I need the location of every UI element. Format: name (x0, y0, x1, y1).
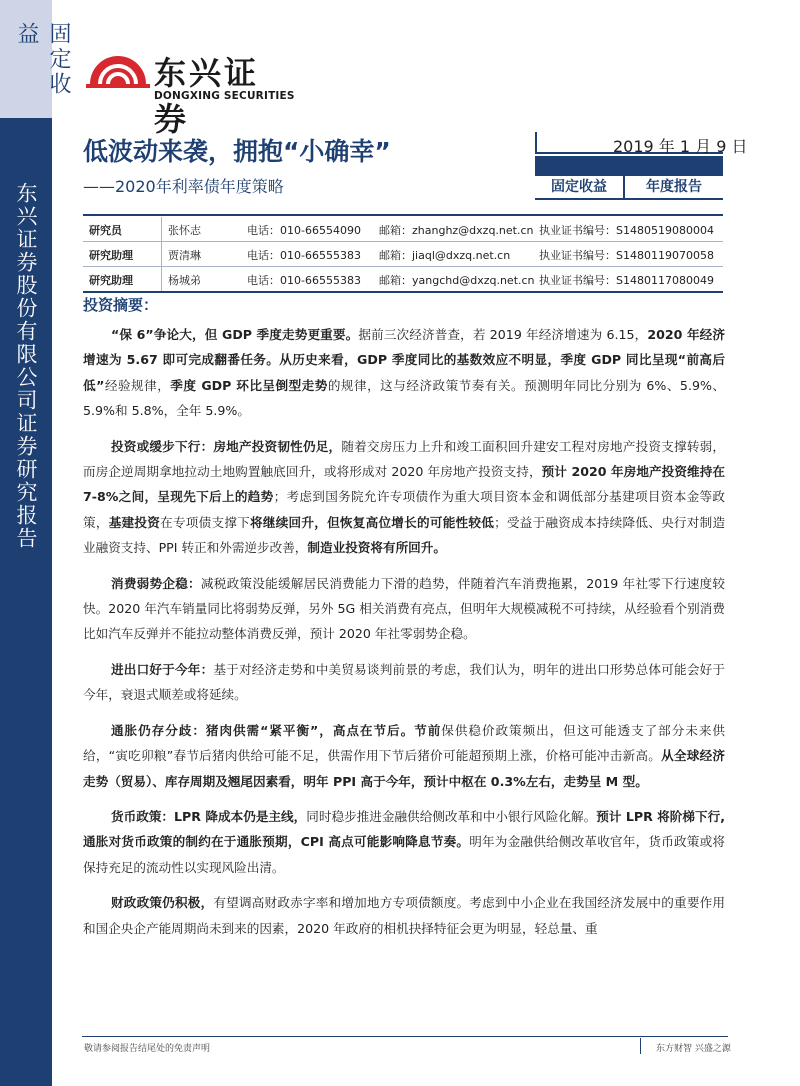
analyst-email: 邮箱：jiaql@dxzq.net.cn (379, 249, 511, 262)
summary-paragraph (83, 718, 725, 794)
footer-rule (82, 1036, 728, 1037)
sidebar-category-block (0, 0, 71, 118)
text-run: 据前三次经济普查，若 2019 年经济增速为 6.15， (358, 327, 648, 342)
tag-report-type: 年度报告 (646, 179, 702, 195)
text-run: 的规律，这与经济政策节奏有关。预测明年同比分别为 6%、5.9%、5.9%和 5.8%，全年 5.9%。 (83, 377, 726, 419)
date-corner-mark (535, 132, 537, 154)
bold-text-run: 进出口好于今年： (111, 661, 214, 677)
sidebar (0, 0, 71, 1086)
analyst-role: 研究助理 (89, 249, 133, 262)
bold-text-run: “保 6”争论大，但 GDP 季度走势更重要。 (111, 327, 359, 342)
text-run: ；考虑到国务院允许专项债作为重大项目资本金和调低部分基建项目资本金等政策， (83, 489, 726, 530)
bold-text-run: 基建投资 (108, 514, 161, 530)
summary-body (83, 322, 725, 951)
analyst-email: 邮箱：zhanghz@dxzq.net.cn (379, 224, 534, 237)
summary-paragraph (83, 434, 725, 561)
analyst-name: 张怀志 (168, 224, 201, 237)
text-run: 有望调高财政赤字率和增加地方专项债额度。考虑到中小企业在我国经济发展中的重要作用和国企央企产能周期尚未到来的因素，2020 年政府的相机抉择特征会更为明显，轻总量、重 (83, 895, 726, 936)
summary-paragraph (83, 571, 725, 647)
logo-en-text: DONGXING SECURITIES (154, 90, 295, 102)
bold-text-run: 季度 GDP 环比呈倒型走势 (170, 377, 328, 393)
summary-paragraph (83, 804, 725, 880)
tag-bar (535, 156, 723, 176)
analyst-role: 研究助理 (89, 274, 133, 287)
logo-cn-text: 东兴证券 (154, 54, 260, 138)
bold-text-run: 预计 LPR 将阶梯下行,通胀对货币政策的制约在于通胀预期，CPI 高点可能影响降息节奏。 (83, 808, 725, 850)
summary-paragraph (83, 322, 725, 424)
text-run: 经验规律， (104, 377, 171, 393)
analyst-license: 执业证书编号：S1480519080004 (539, 224, 714, 237)
bold-text-run: 2020 年经济增速为 5.67 即可完成翻番任务。从历史来看，GDP 季度同比的基数效应不明显，季度 GDP 同比呈现“前高后低” (83, 327, 725, 393)
bold-text-run: 财政政策仍积极， (111, 895, 214, 911)
summary-paragraph (83, 657, 725, 708)
bold-text-run: 制造业投资将有所回升。 (307, 540, 446, 556)
analyst-row (83, 267, 723, 293)
analyst-phone: 电话：010-66554090 (247, 224, 361, 237)
bold-text-run: 通胀仍存分歧：猪肉供需“紧平衡”，高点在节后。节前 (111, 722, 442, 738)
analyst-table-top-rule (83, 214, 723, 216)
company-logo (86, 44, 295, 138)
sidebar-category: 固定收益 (14, 22, 71, 97)
report-subtitle: ——2020年利率债年度策略 (83, 177, 284, 196)
bold-text-run: 消费弱势企稳： (111, 575, 201, 591)
bold-text-run: 从全球经济走势（贸易）、库存周期及翘尾因素看，明年 PPI 高于今年，预计中枢在 0.3%左右，走势呈 M 型。 (83, 748, 725, 789)
footer-slogan: 东方财智 兴盛之源 (656, 1044, 731, 1054)
summary-paragraph (83, 890, 725, 941)
tag-category: 固定收益 (551, 179, 607, 195)
analyst-name: 杨城弟 (168, 274, 201, 287)
text-run: ；受益于融资成本持续降低、央行对制造业融资支持、PPI 转正和外需逆步改善， (83, 514, 726, 556)
report-title: 低波动来袭，拥抱“小确幸” (83, 137, 391, 166)
bold-text-run: 货币政策：LPR 降成本仍是主线， (111, 808, 307, 824)
text-run: 在专项债支撑下 (160, 514, 251, 530)
analyst-row (83, 242, 723, 267)
text-run: 明年为金融供给侧改革收官年，货币政策或将保持充足的流动性以实现风险出清。 (83, 834, 726, 875)
analyst-license: 执业证书编号：S1480117080049 (539, 274, 714, 287)
logo-emblem-icon (86, 44, 150, 102)
report-date: 2019 年 1 月 9 日 (613, 137, 748, 156)
text-run: 随着交房压力上升和竣工面积回升建安工程对房地产投资支撑转弱，而房企逆周期拿地拉动土地购置触底回升，或将形成对 2020 年房地产投资支持， (83, 438, 726, 480)
analyst-row (83, 217, 723, 242)
bold-text-run: 预计 2020 年房地产投资维持在 7-8%之间，呈现先下后上的趋势 (83, 464, 725, 505)
analyst-phone: 电话：010-66555383 (247, 249, 361, 262)
footer-disclaimer: 敬请参阅报告结尾处的免责声明 (84, 1044, 211, 1054)
text-run: 保供稳价政策频出，但这可能透支了部分未来供给，“寅吃卯粮”春节后猪肉供给可能不足，供需作用下节后猪价可能超预期上涨，价格可能冲击新高。 (83, 722, 726, 764)
text-run: 同时稳步推进金融供给侧改革和中小银行风险化解。 (306, 808, 597, 824)
bold-text-run: 投资或缓步下行：房地产投资韧性仍足， (111, 438, 342, 454)
analyst-license: 执业证书编号：S1480119070058 (539, 249, 714, 262)
summary-heading: 投资摘要： (83, 296, 159, 314)
analyst-table (83, 217, 723, 293)
sidebar-company-report: 东兴证券股份有限公司证券研究报告 (14, 182, 38, 550)
text-run: 减税政策没能缓解居民消费能力下滑的趋势，伴随着汽车消费拖累，2019 年社零下行速度较快。2020 年汽车销量同比将弱势反弹，另外 5G 相关消费有亮点，但明年大规模减税不可持续，从经验看个别消费比如汽车反弹并不能拉动整体消费反弹，预计 2020 年社零弱势企稳。 (83, 575, 725, 642)
analyst-name: 贾清琳 (168, 249, 201, 262)
analyst-phone: 电话：010-66555383 (247, 274, 361, 287)
tag-underline (535, 198, 723, 200)
bold-text-run: 将继续回升，但恢复高位增长的可能性较低 (250, 514, 495, 530)
analyst-email: 邮箱：yangchd@dxzq.net.cn (379, 274, 535, 287)
text-run: 基于对经济走势和中美贸易谈判前景的考虑，我们认为，明年的进出口形势总体可能会好于今年，衰退式顺差或将延续。 (83, 661, 726, 703)
footer-separator (640, 1038, 641, 1054)
analyst-role: 研究员 (89, 224, 122, 237)
